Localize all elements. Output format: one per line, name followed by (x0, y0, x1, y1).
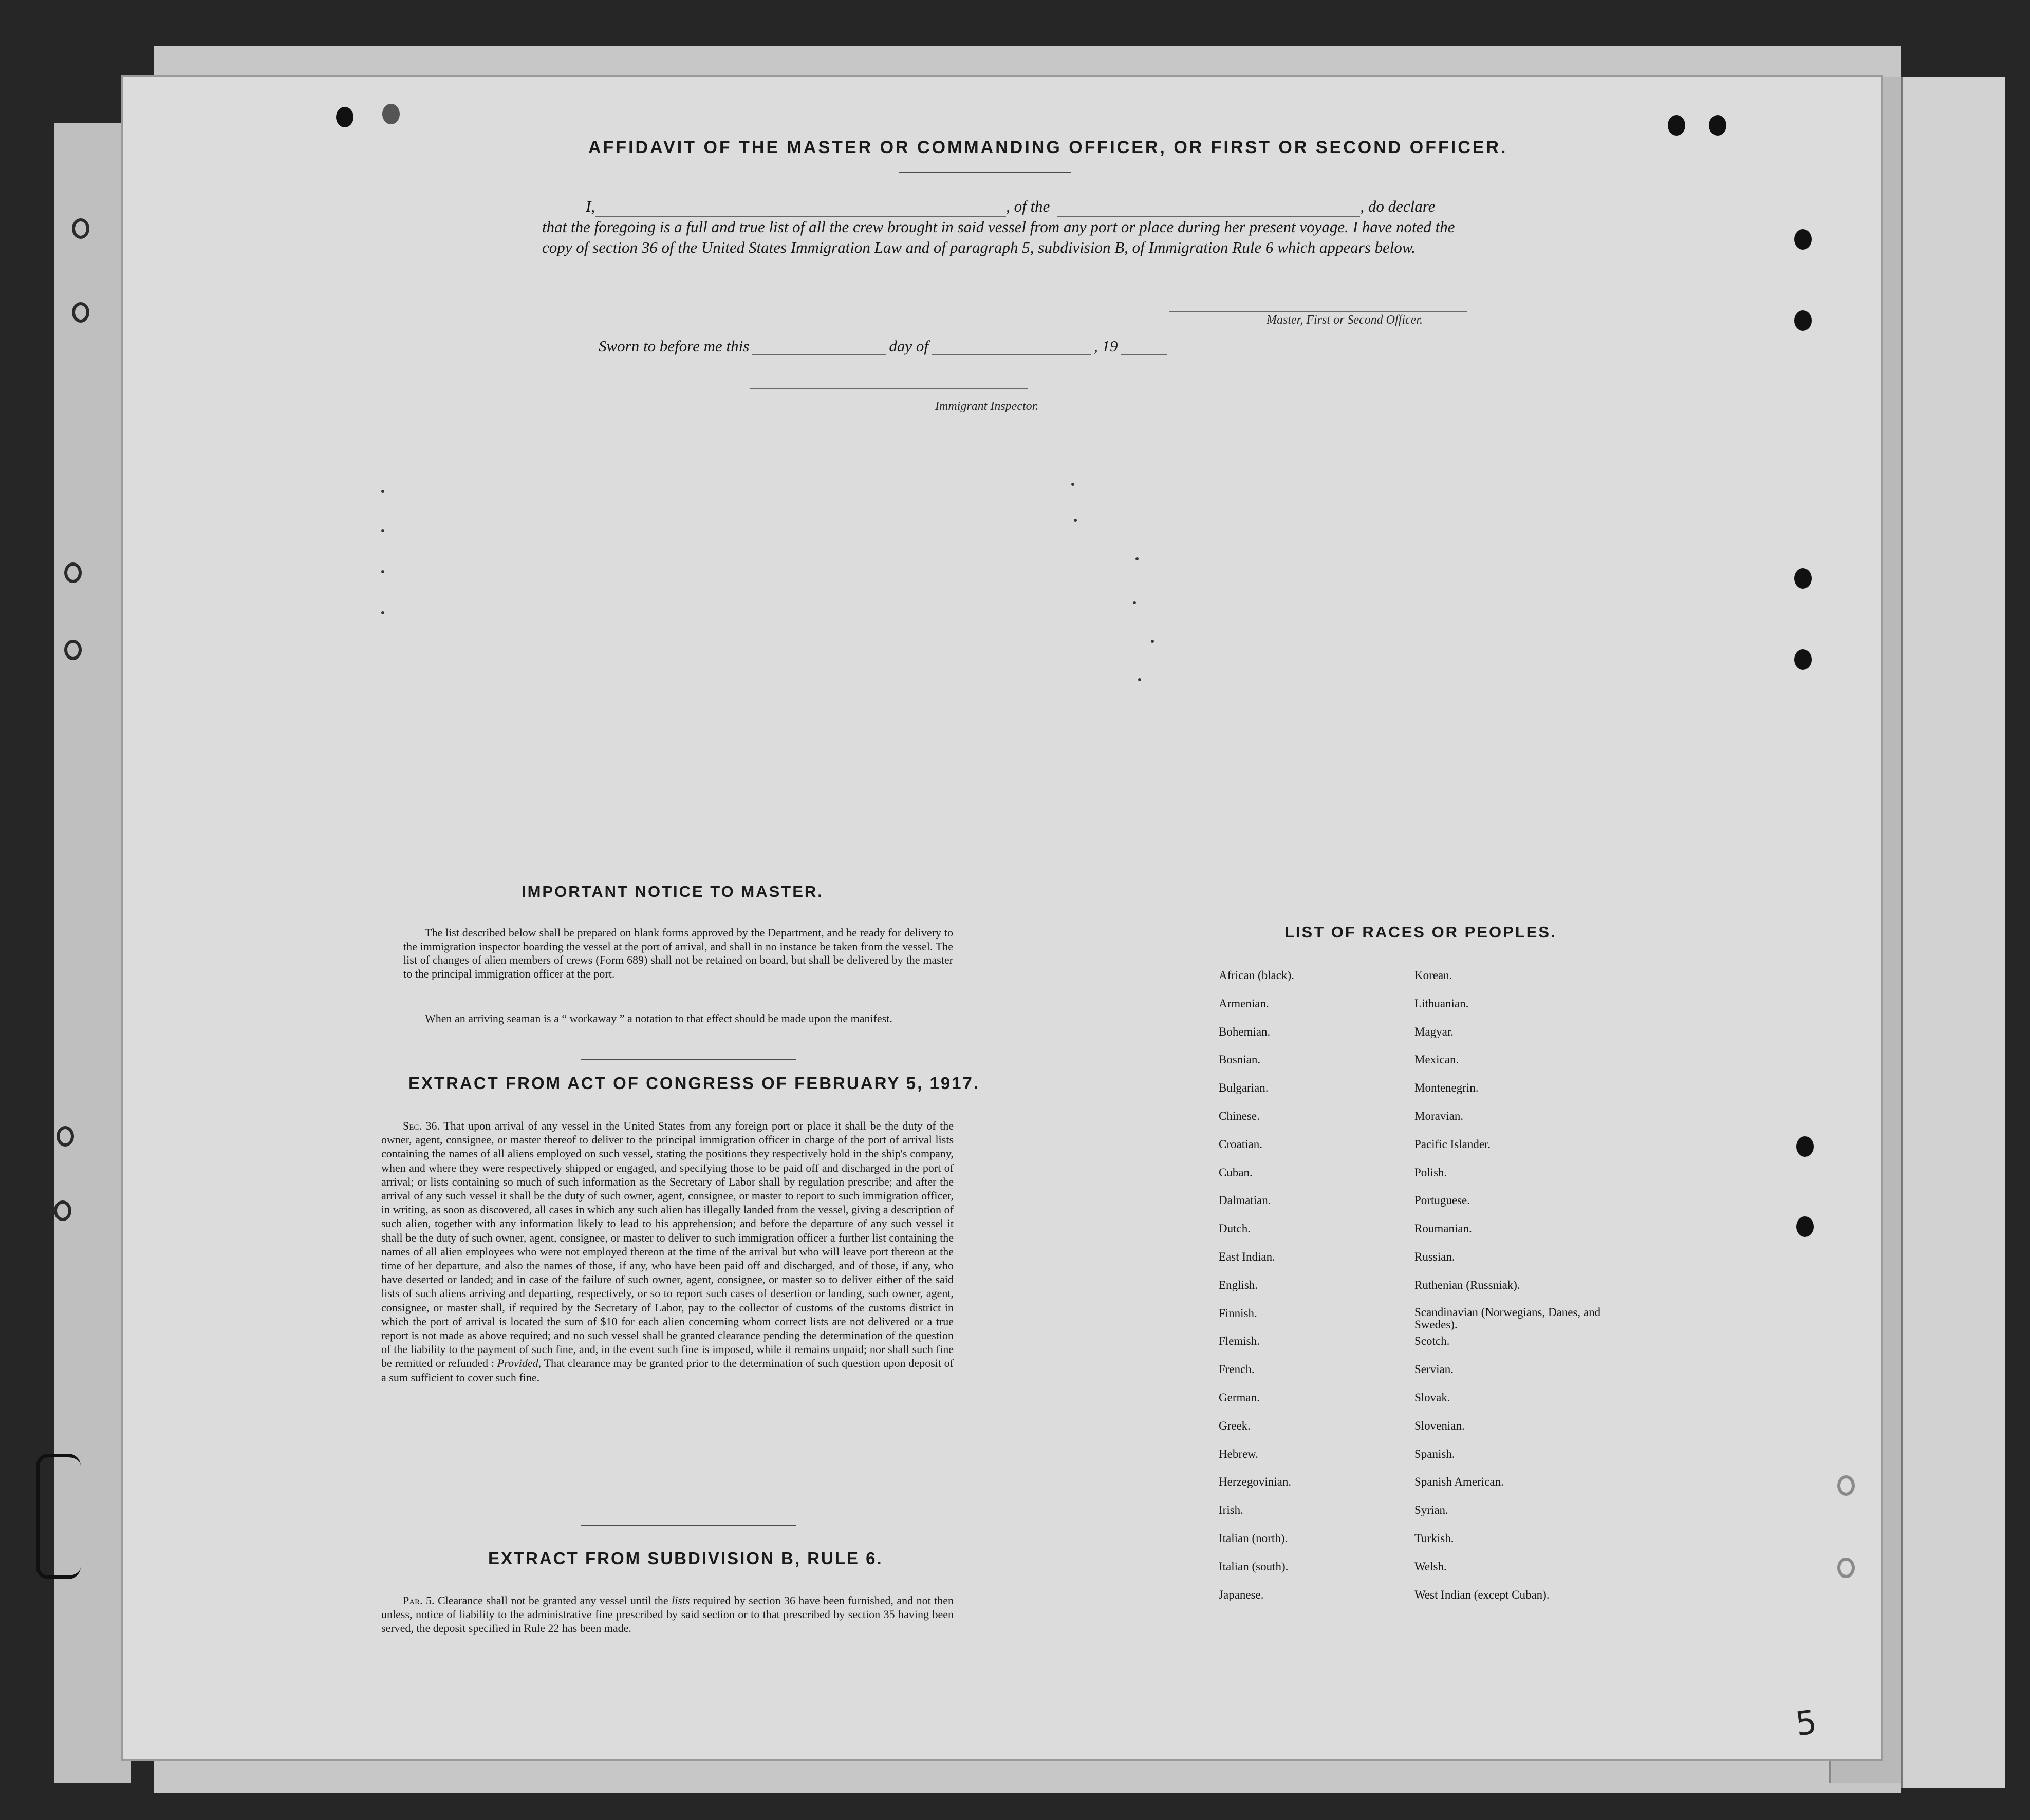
race-item: Scandinavian (Norwegians, Danes, and Swedes). (1414, 1305, 1601, 1331)
mark-dot (1138, 678, 1141, 681)
race-item: Dalmatian. (1219, 1194, 1271, 1207)
race-item: Flemish. (1219, 1335, 1260, 1348)
subdivision-text-end: required by section 36 have been furnished, and not then unless, notice of liability to the administrative fine prescribed by said section or to that prescribed by section 35 having been served, the deposit specified in Rule 22 has been made. (381, 1594, 954, 1635)
race-item: Croatian. (1219, 1137, 1262, 1151)
race-item: Slovak. (1414, 1391, 1450, 1404)
race-item: Dutch. (1219, 1222, 1251, 1235)
punch-hole-icon (54, 1200, 71, 1221)
paragraph-number: Par. 5. (403, 1594, 435, 1607)
mark-dot (1074, 519, 1077, 522)
inspector-signature-line[interactable] (750, 388, 1028, 389)
subdivision-paragraph (381, 1593, 954, 1636)
race-item: Hebrew. (1219, 1447, 1259, 1460)
divider (581, 1059, 796, 1060)
divider (899, 172, 1071, 173)
sworn-line (599, 337, 1170, 355)
mark-dot (381, 611, 384, 614)
provided-word: Provided, (497, 1357, 542, 1370)
race-item: Armenian. (1219, 997, 1269, 1010)
punch-hole-icon (57, 1126, 74, 1147)
race-item: Welsh. (1414, 1560, 1447, 1573)
race-item: Italian (south). (1219, 1560, 1289, 1573)
punch-hole-icon (1837, 1475, 1855, 1496)
race-item: East Indian. (1219, 1250, 1275, 1263)
race-item: Pacific Islander. (1414, 1137, 1491, 1151)
punch-hole-icon (1668, 115, 1685, 136)
mark-dot (1151, 640, 1154, 643)
declaration-body: that the foregoing is a full and true list of all the crew brought in said vessel from any port or place during her present voyage. I have noted the copy of section 36 of the United States Immigration Law and of paragraph 5, subdivision B, of Immigration Rule 6 which appears below. (542, 218, 1455, 256)
mark-dot (1133, 601, 1136, 604)
punch-hole-icon (64, 562, 82, 583)
race-item: Portuguese. (1414, 1194, 1470, 1207)
page-number: 5 (1793, 1703, 1819, 1744)
race-item: Greek. (1219, 1419, 1251, 1432)
mark-dot (1135, 557, 1139, 560)
race-item: West Indian (except Cuban). (1414, 1588, 1550, 1601)
mark-dot (381, 529, 384, 532)
punch-hole-icon (1796, 1216, 1814, 1237)
race-item: Chinese. (1219, 1109, 1260, 1122)
race-item: Servian. (1414, 1363, 1454, 1376)
affidavit-page (121, 75, 1883, 1761)
race-item: African (black). (1219, 969, 1294, 982)
mark-dot (381, 570, 384, 573)
race-item: Bosnian. (1219, 1053, 1261, 1066)
year-blank[interactable] (1121, 341, 1167, 355)
punch-hole-icon (1794, 649, 1812, 670)
declaration-i: I, (586, 197, 595, 215)
affidavit-title: AFFIDAVIT OF THE MASTER OR COMMANDING OFFICER, OR FIRST OR SECOND OFFICER. (588, 138, 1508, 157)
subdivision-text: Clearance shall not be granted any vessel until the (437, 1594, 668, 1607)
day-blank[interactable] (752, 341, 886, 355)
subdivision-title: EXTRACT FROM SUBDIVISION B, RULE 6. (488, 1549, 883, 1568)
notice-paragraph (403, 926, 953, 981)
binder-clip-icon (36, 1454, 81, 1579)
race-item: Bulgarian. (1219, 1081, 1269, 1095)
sworn-day-of: day of (889, 337, 928, 355)
master-label: Master, First or Second Officer. (1267, 313, 1423, 327)
race-item: Syrian. (1414, 1504, 1448, 1517)
race-item: Roumanian. (1414, 1222, 1472, 1235)
race-item: French. (1219, 1363, 1255, 1376)
races-list-left (1219, 968, 1404, 1616)
race-item: Irish. (1219, 1504, 1243, 1517)
punch-hole-icon (64, 640, 82, 660)
background-sheet-right-edge (1901, 77, 2005, 1788)
race-item: Turkish. (1414, 1531, 1454, 1545)
master-signature-line[interactable] (1169, 311, 1467, 312)
mark-dot (1071, 483, 1074, 486)
notice-paragraph-text: The list described below shall be prepared on blank forms approved by the Department, and be ready for delivery to the immigration inspector boarding the vessel at the port of arrival, and shall in no instance be taken from the vessel. The list of changes of alien members of crews (Form 689) shall not be retained on board, but shall be delivered by the master to the principal immigration officer at the port. (403, 926, 953, 980)
races-list-right (1414, 968, 1610, 1616)
notice-paragraph-text: When an arriving seaman is a “ workaway ” a notation to that effect should be made upon the manifest. (425, 1012, 892, 1025)
race-item: Italian (north). (1219, 1531, 1288, 1545)
extract-text-end: That clearance may be granted prior to the determination of such question upon deposit of a sum sufficient to cover such fine. (381, 1357, 954, 1384)
race-item: German. (1219, 1391, 1260, 1404)
section-number: Sec. 36. (403, 1119, 440, 1132)
race-item: Lithuanian. (1414, 997, 1469, 1010)
punch-hole-icon (1794, 310, 1812, 331)
race-item: Scotch. (1414, 1335, 1450, 1348)
lists-word: lists (672, 1594, 690, 1607)
race-item: Russian. (1414, 1250, 1455, 1263)
sworn-prefix: Sworn to before me this (599, 337, 750, 355)
race-item: Magyar. (1414, 1025, 1454, 1038)
races-title: LIST OF RACES OR PEOPLES. (1284, 923, 1557, 941)
punch-hole-icon (1837, 1558, 1855, 1578)
race-item: Japanese. (1219, 1588, 1264, 1601)
punch-hole-icon (1709, 115, 1726, 136)
punch-hole-icon (72, 218, 89, 239)
race-item: Herzegovinian. (1219, 1475, 1292, 1489)
race-item: Montenegrin. (1414, 1081, 1479, 1095)
race-item: Finnish. (1219, 1306, 1257, 1320)
race-item: Cuban. (1219, 1166, 1253, 1179)
race-item: English. (1219, 1278, 1258, 1291)
notice-title: IMPORTANT NOTICE TO MASTER. (522, 883, 824, 900)
race-item: Spanish. (1414, 1447, 1455, 1460)
sworn-year: , 19 (1093, 337, 1118, 355)
mark-dot (381, 490, 384, 493)
race-item: Korean. (1414, 969, 1452, 982)
divider (581, 1525, 796, 1526)
punch-hole-icon (1796, 1136, 1814, 1157)
extract-paragraph (381, 1119, 954, 1384)
inspector-label: Immigrant Inspector. (935, 400, 1039, 413)
extract-text: That upon arrival of any vessel in the United States from any foreign port or place it shall be the duty of the owner, agent, consignee, or master thereof to deliver to the principal immigration officer in charge of the port of arrival lists containing the names of all aliens employed on such vessel, stating the positions they respectively hold in the ship's company, when and where they were respectively shipped or engaged, and specifying those to be paid off and discharged in the port of arrival; or lists containing so much of such information as the Secretary of Labor shall by regulation prescribe; and after the arrival of any such vessel it shall be the duty of such owner, agent, consignee, or master to report to such immigration officer, in writing, as soon as discovered, all cases in which any such alien has illegally landed from the vessel, giving a description of such alien, together with any information likely to lead to his apprehension; and before the departure of any such vessel it shall be the duty of such owner, agent, consignee, or master to deliver to such immigration officer a further list containing the names of all alien employees who were not employed thereon at the time of the arrival but who will leave port thereon at the time of her departure, and also the names of those, if any, who have been paid off and discharged, and of those, if any, who have deserted or landed; and in case of the failure of such owner, agent, consignee, or master so to deliver either of the said lists of such aliens arriving and departing, respectively, or so to report such cases of desertion or landing, such owner, agent, consignee, or master shall, if required by the Secretary of Labor, pay to the collector of customs of the customs district in which the port of arrival is located the sum of $10 for each alien concerning whom correct lists are not delivered or a true report is not made as above required; and no such vessel shall be granted clearance pending the determination of the question of the liability to the payment of such fine, and, in the event such fine is imposed, while it remains unpaid; nor shall such fine be remitted or refunded : (381, 1119, 954, 1370)
punch-hole-icon (382, 104, 400, 124)
race-item: Slovenian. (1414, 1419, 1465, 1432)
race-item: Ruthenian (Russniak). (1414, 1278, 1520, 1291)
race-item: Spanish American. (1414, 1475, 1504, 1489)
race-item: Polish. (1414, 1166, 1447, 1179)
race-item: Bohemian. (1219, 1025, 1271, 1038)
race-item: Mexican. (1414, 1053, 1459, 1066)
punch-hole-icon (336, 107, 353, 127)
vessel-blank[interactable] (1057, 202, 1360, 217)
declaration-of-the: , of the (1006, 197, 1050, 215)
notice-paragraph (403, 1012, 953, 1026)
declaration-text (542, 196, 1472, 258)
punch-hole-icon (72, 302, 89, 323)
month-blank[interactable] (932, 341, 1091, 355)
punch-hole-icon (1794, 568, 1812, 589)
declaration-do-declare: , do declare (1360, 197, 1436, 215)
punch-hole-icon (1794, 229, 1812, 250)
extract-title: EXTRACT FROM ACT OF CONGRESS OF FEBRUARY 5, 1917. (408, 1074, 980, 1093)
name-blank[interactable] (595, 202, 1006, 217)
race-item: Moravian. (1414, 1109, 1464, 1122)
